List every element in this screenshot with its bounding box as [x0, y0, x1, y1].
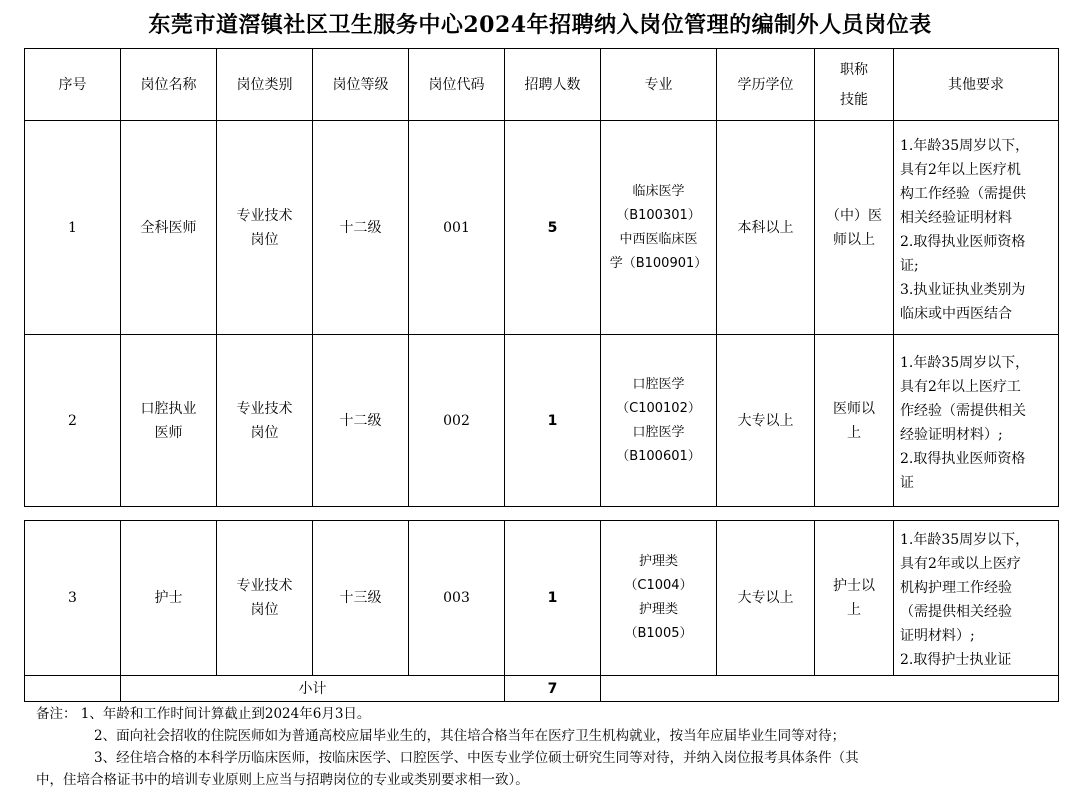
cell-title-line: 护士以 [833, 578, 875, 594]
cell-other [894, 521, 1059, 676]
cell-other-line: 2.取得执业医师资格 [900, 450, 1026, 467]
cell-major-line: 临床医学 [632, 183, 685, 199]
header-name: 岗位名称 [121, 49, 217, 121]
cell-category-line: 专业技术 [236, 578, 293, 594]
header-title-line1: 职称 [840, 61, 868, 78]
cell-count: 5 [505, 121, 601, 335]
cell-name-line: 医师 [154, 424, 183, 441]
cell-major [601, 521, 717, 676]
subtotal-value: 7 [505, 676, 601, 702]
header-code: 岗位代码 [409, 49, 505, 121]
table-row [25, 521, 1059, 676]
subtotal-blank [25, 676, 121, 702]
header-grade: 岗位等级 [313, 49, 409, 121]
cell-name [121, 335, 217, 507]
position-table-continued [24, 520, 1059, 702]
cell-major-line: 护理类 [638, 554, 678, 569]
cell-degree: 本科以上 [717, 121, 815, 335]
cell-grade: 十二级 [313, 335, 409, 507]
cell-name-line: 护士 [154, 590, 183, 606]
header-seq: 序号 [25, 49, 121, 121]
cell-other [894, 335, 1059, 507]
cell-name-line: 口腔执业 [140, 400, 197, 417]
cell-other-line: 1.年龄35周岁以下， [900, 354, 1030, 371]
subtotal-blank-right [601, 676, 1059, 702]
table-row [25, 335, 1059, 507]
footnote-3: 3、经住培合格的本科学历临床医师，按临床医学、口腔医学、中医专业学位硕士研究生同等对待，并纳入岗位报考具体条件（其 [94, 750, 859, 766]
table-header-row [25, 49, 1059, 121]
cell-major-line: 学（B100901） [609, 255, 708, 271]
cell-other-line: 具有2年以上医疗工 [900, 378, 1021, 395]
header-title-line2: 技能 [840, 91, 868, 108]
cell-code: 002 [409, 335, 505, 507]
position-table-main [24, 48, 1059, 507]
footnote-2: 2、面向社会招收的住院医师如为普通高校应届毕业生的，其住培合格当年在医疗卫生机构就业，按当年应届毕业生同等对待； [94, 728, 846, 744]
subtotal-row [25, 676, 1059, 702]
cell-code: 003 [409, 521, 505, 676]
cell-name-line: 全科医师 [140, 219, 197, 236]
cell-seq: 2 [25, 335, 121, 507]
table-row [25, 121, 1059, 335]
cell-degree: 大专以上 [717, 335, 815, 507]
cell-major [601, 335, 717, 507]
cell-other-line: 机构护理工作经验 [900, 580, 1012, 596]
cell-title-line: 上 [847, 424, 861, 441]
cell-other-line: （需提供相关经验 [900, 604, 1012, 620]
cell-other-line: 临床或中西医结合 [900, 305, 1012, 322]
cell-major-line: 口腔医学 [632, 424, 685, 440]
footnote-3-cont: 中，住培合格证书中的培训专业原则上应当与招聘岗位的专业或类别要求相一致）。 [36, 772, 529, 788]
cell-major-line: 中西医临床医 [619, 231, 698, 247]
cell-other-line: 1.年龄35周岁以下， [900, 137, 1030, 154]
cell-other-line: 具有2年以上医疗机 [900, 161, 1021, 178]
cell-other-line: 1.年龄35周岁以下， [900, 532, 1030, 548]
cell-grade: 十三级 [313, 521, 409, 676]
cell-category-line: 岗位 [250, 424, 279, 441]
cell-degree: 大专以上 [717, 521, 815, 676]
cell-major-line: 护理类 [638, 602, 678, 617]
cell-name [121, 521, 217, 676]
cell-other-line: 经验证明材料）; [900, 426, 1003, 443]
header-other: 其他要求 [894, 49, 1059, 121]
footnote-1: 备注： 1、年龄和工作时间计算截止到2024年6月3日。 [36, 706, 371, 722]
cell-major-line: （B100601） [616, 448, 701, 464]
cell-category [217, 121, 313, 335]
cell-category-line: 岗位 [250, 602, 279, 618]
cell-other-line: 证明材料）; [900, 628, 975, 644]
cell-seq: 3 [25, 521, 121, 676]
cell-count: 1 [505, 335, 601, 507]
cell-name [121, 121, 217, 335]
cell-major-line: （B100301） [616, 207, 701, 223]
header-major: 专业 [601, 49, 717, 121]
cell-major-line: （C1004） [624, 578, 693, 593]
cell-major-line: 口腔医学 [632, 376, 685, 392]
page-title: 东莞市道滘镇社区卫生服务中心2024年招聘纳入岗位管理的编制外人员岗位表 [148, 12, 932, 38]
cell-seq: 1 [25, 121, 121, 335]
cell-grade: 十二级 [313, 121, 409, 335]
cell-other-line: 3.执业证执业类别为 [900, 281, 1026, 298]
cell-other-line: 证; [900, 257, 919, 274]
cell-other-line: 相关经验证明材料 [900, 209, 1012, 226]
header-category: 岗位类别 [217, 49, 313, 121]
subtotal-label: 小计 [121, 676, 505, 702]
footnotes [36, 703, 1056, 791]
cell-major [601, 121, 717, 335]
cell-code: 001 [409, 121, 505, 335]
cell-title-line: 师以上 [833, 231, 875, 248]
cell-other [894, 121, 1059, 335]
cell-title-line: （中）医 [826, 207, 882, 224]
cell-count: 1 [505, 521, 601, 676]
cell-other-line: 证 [900, 474, 914, 491]
cell-other-line: 2.取得护士执业证 [900, 652, 1012, 668]
cell-other-line: 作经验（需提供相关 [900, 402, 1026, 419]
header-degree: 学历学位 [717, 49, 815, 121]
cell-category-line: 专业技术 [236, 400, 293, 417]
cell-title-line: 医师以 [833, 400, 875, 417]
cell-title [815, 521, 894, 676]
cell-other-line: 2.取得执业医师资格 [900, 233, 1026, 250]
cell-category-line: 岗位 [250, 231, 279, 248]
cell-title [815, 121, 894, 335]
cell-major-line: （B1005） [624, 626, 693, 641]
header-title-skill [815, 49, 894, 121]
cell-title-line: 上 [847, 602, 861, 618]
cell-category [217, 335, 313, 507]
cell-other-line: 构工作经验（需提供 [900, 185, 1026, 202]
cell-category [217, 521, 313, 676]
cell-other-line: 具有2年或以上医疗 [900, 556, 1021, 572]
header-count: 招聘人数 [505, 49, 601, 121]
cell-title [815, 335, 894, 507]
cell-major-line: （C100102） [616, 400, 701, 416]
cell-category-line: 专业技术 [236, 207, 293, 224]
